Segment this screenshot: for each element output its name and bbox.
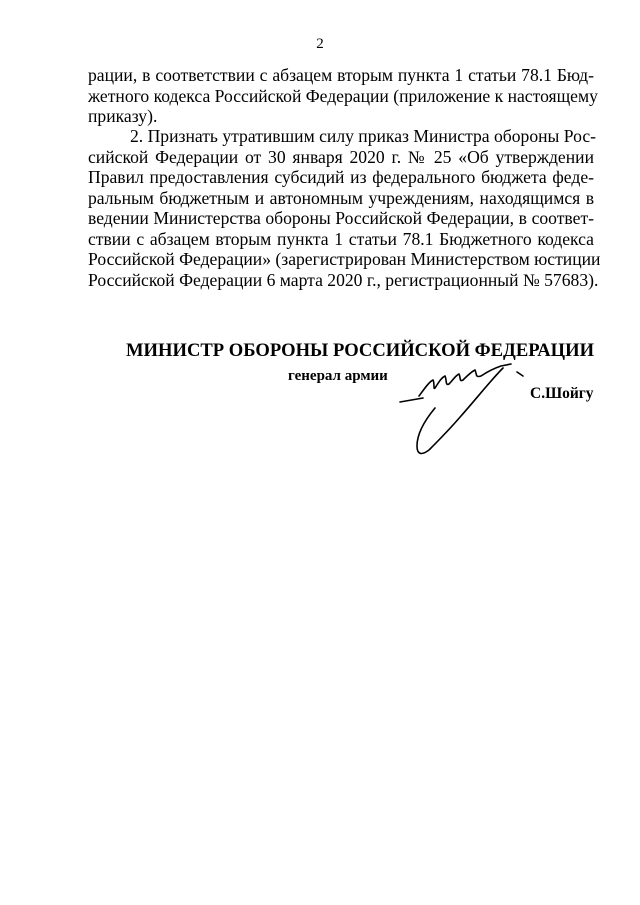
signatory-name: С.Шойгу xyxy=(530,385,594,402)
text-line: Правил предоставления субсидий из федерального бюджета феде- xyxy=(88,167,594,187)
text-line: ведении Министерства обороны Российской Федерации, в соответ- xyxy=(88,208,594,228)
paragraph-continuation xyxy=(88,65,598,127)
text-line: жетного кодекса Российской Федерации (приложение к настоящему xyxy=(88,85,598,106)
text-line: Российской Федерации» (зарегистрирован Министерством юстиции xyxy=(88,249,601,269)
page-number: 2 xyxy=(316,36,324,52)
handwritten-signature-icon xyxy=(395,358,535,458)
signatory-title: МИНИСТР ОБОРОНЫ РОССИЙСКОЙ ФЕДЕРАЦИИ xyxy=(126,340,595,361)
text-line: ральным бюджетным и автономным учреждениям, находящимся в xyxy=(88,187,594,208)
text-line: ствии с абзацем вторым пункта 1 статьи 78.1 Бюджетного кодекса xyxy=(88,228,594,249)
paragraph-item-2 xyxy=(88,126,601,290)
text-line: 2. Признать утратившим силу приказ Министра обороны Рос- xyxy=(130,126,596,146)
signatory-rank: генерал армии xyxy=(288,368,388,384)
text-line: Российской Федерации 6 марта 2020 г., регистрационный № 57683). xyxy=(88,269,599,290)
text-line: сийской Федерации от 30 января 2020 г. № 25 «Об утверждении xyxy=(88,146,594,167)
text-line: приказу). xyxy=(88,106,158,126)
text-line: рации, в соответствии с абзацем вторым пункта 1 статьи 78.1 Бюд- xyxy=(88,65,594,85)
